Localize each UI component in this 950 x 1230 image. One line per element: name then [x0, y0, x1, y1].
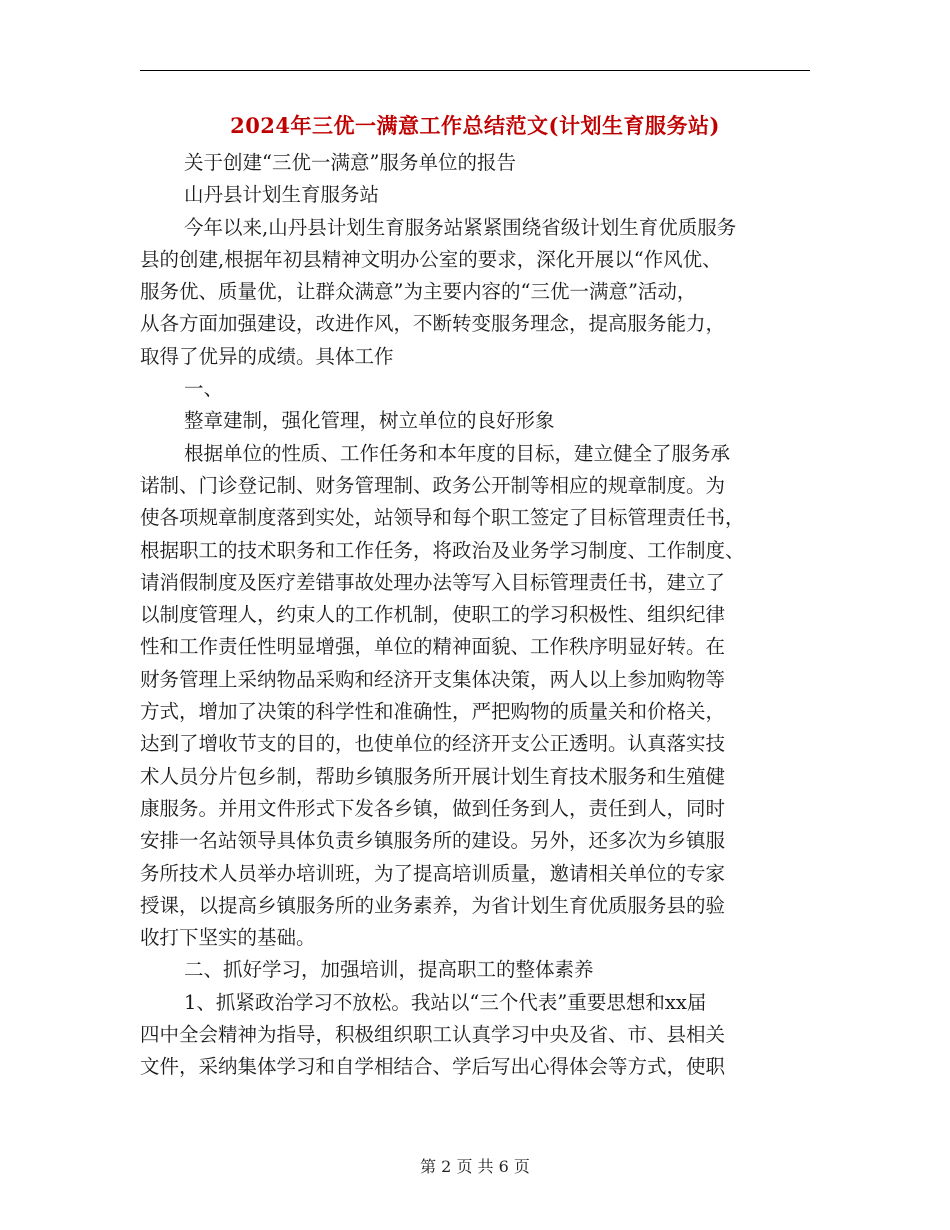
text-line: 今年以来,山丹县计划生育服务站紧紧围绕省级计划生育优质服务	[184, 215, 737, 239]
text-line: 性和工作责任性明显增强，单位的精神面貌、工作秩序明显好转。在	[140, 635, 726, 659]
text-line: 达到了增收节支的目的，也使单位的经济开支公正透明。认真落实技	[140, 732, 726, 756]
text-line: 根据职工的技术职务和工作任务，将政治及业务学习制度、工作制度、	[140, 538, 745, 562]
text-line: 请消假制度及医疗差错事故处理办法等写入目标管理责任书，建立了	[140, 570, 726, 594]
text-line: 1、抓紧政治学习不放松。我站以“三个代表”重要思想和xx届	[184, 990, 707, 1014]
text-line: 根据单位的性质、工作任务和本年度的目标，建立健全了服务承	[184, 441, 731, 465]
page-number: 第 2 页 共 6 页	[420, 1157, 530, 1176]
text-line: 取得了优异的成绩。具体工作	[140, 344, 394, 368]
text-line: 收打下坚实的基础。	[140, 926, 316, 950]
text-line: 县的创建,根据年初县精神文明办公室的要求，深化开展以“作风优、	[140, 247, 722, 271]
text-line: 整章建制，强化管理，树立单位的良好形象	[184, 409, 555, 433]
text-line: 财务管理上采纳物品采购和经济开支集体决策，两人以上参加购物等	[140, 667, 726, 691]
text-line: 授课，以提高乡镇服务所的业务素养，为省计划生育优质服务县的验	[140, 893, 726, 917]
text-line: 从各方面加强建设，改进作风，不断转变服务理念，提高服务能力，	[140, 312, 726, 336]
text-line: 务所技术人员举办培训班，为了提高培训质量，邀请相关单位的专家	[140, 861, 726, 885]
document-title: 2024年三优一满意工作总结范文(计划生育服务站)	[230, 113, 720, 138]
text-line: 以制度管理人，约束人的工作机制，使职工的学习积极性、组织纪律	[140, 603, 726, 627]
text-line: 安排一名站领导具体负责乡镇服务所的建设。另外，还多次为乡镇服	[140, 829, 726, 853]
text-line: 文件，采纳集体学习和自学相结合、学后写出心得体会等方式，使职	[140, 1055, 726, 1079]
text-line: 四中全会精神为指导，积极组织职工认真学习中央及省、市、县相关	[140, 1023, 726, 1047]
text-line: 二、抓好学习，加强培训，提高职工的整体素养	[184, 958, 594, 982]
text-line: 术人员分片包乡制，帮助乡镇服务所开展计划生育技术服务和生殖健	[140, 764, 726, 788]
document-body	[140, 147, 815, 1084]
text-line: 方式，增加了决策的科学性和准确性，严把购物的质量关和价格关，	[140, 700, 726, 724]
text-line: 康服务。并用文件形式下发各乡镇，做到任务到人，责任到人，同时	[140, 796, 726, 820]
header-divider	[140, 70, 810, 71]
text-line: 使各项规章制度落到实处，站领导和每个职工签定了目标管理责任书，	[140, 506, 745, 530]
text-line: 诺制、门诊登记制、财务管理制、政务公开制等相应的规章制度。为	[140, 473, 726, 497]
text-line: 服务优、质量优，让群众满意”为主要内容的“三优一满意”活动，	[140, 280, 697, 304]
text-line: 山丹县计划生育服务站	[184, 183, 380, 207]
text-line: 一、	[184, 377, 224, 401]
text-line: 关于创建“三优一满意”服务单位的报告	[184, 151, 516, 174]
